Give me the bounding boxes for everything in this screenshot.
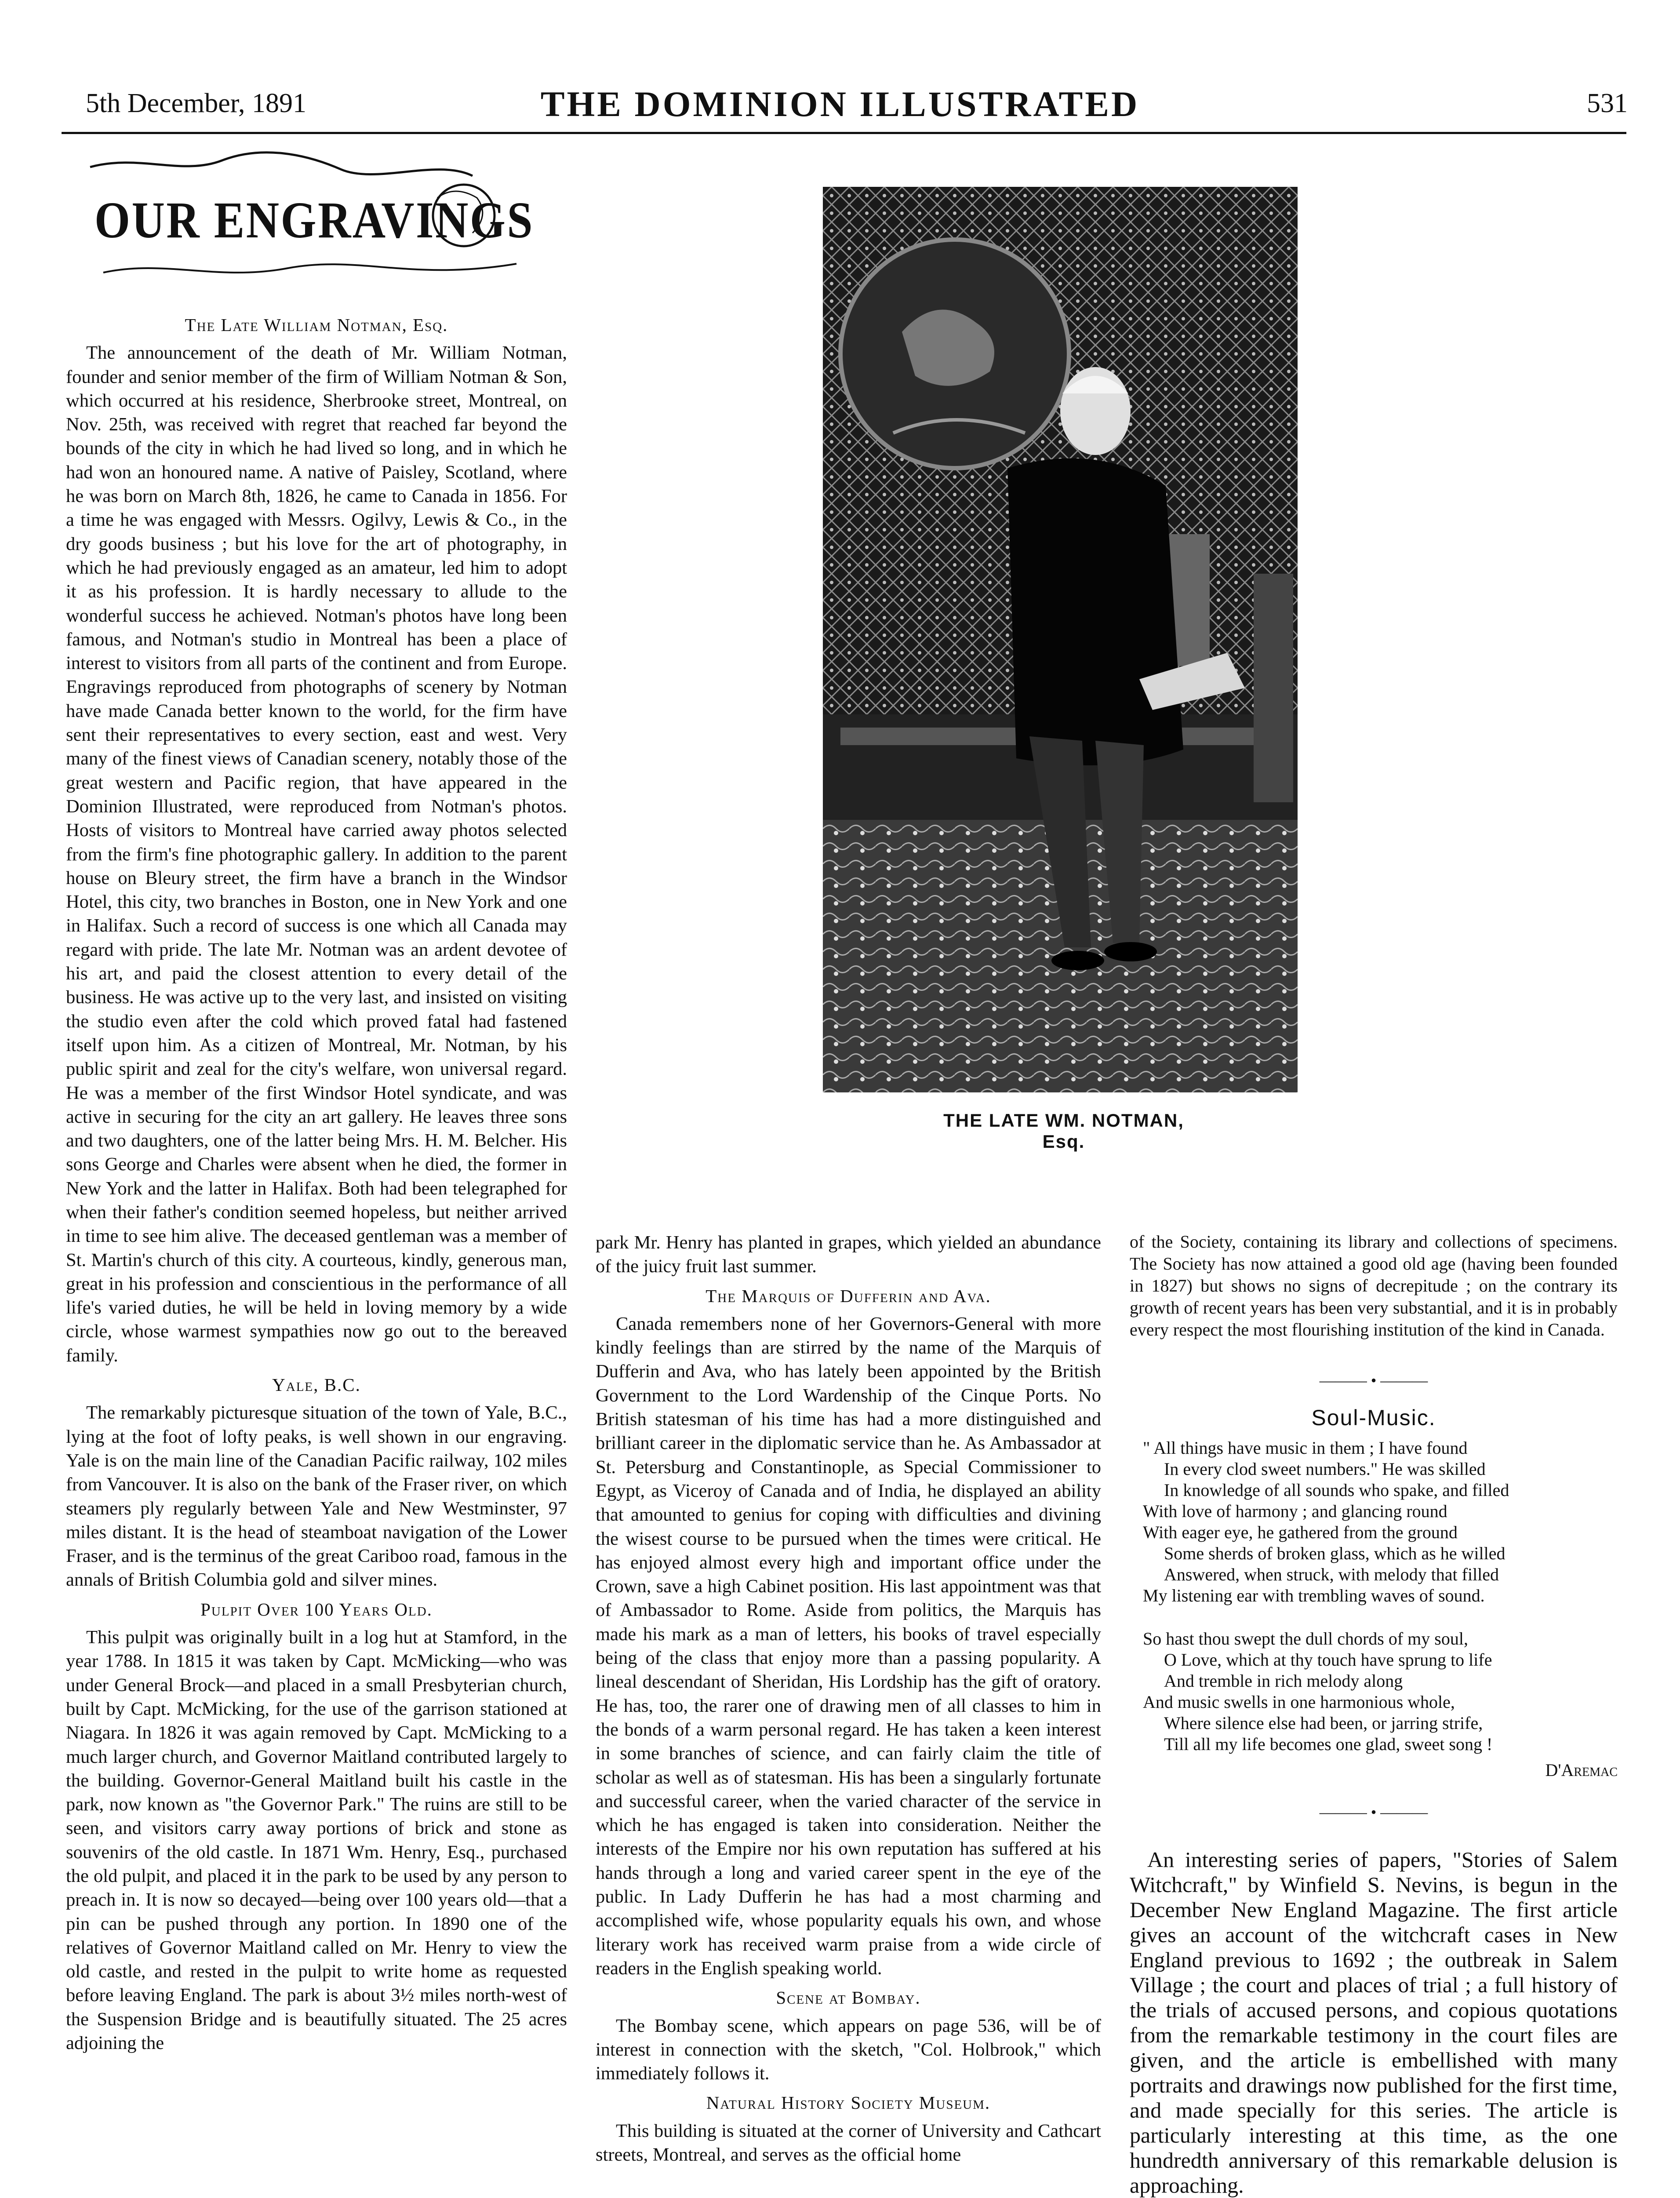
article-notman: The announcement of the death of Mr. William Notman, founder and senior member of the firm of William Notman & Son, which occurred at his residence, Sherbrooke street, Montreal, on Nov. 25th, was received with regret that reached far beyond the bounds of the city in which he had lived so long, and in which he had won an honoured name. A native of Paisley, Scotland, where he was born on March 8th, 1826, he came to Canada in 1856. For a time he was engaged with Messrs. Ogilvy, Lewis & Co., in the dry goods business ; but his love for the art of photography, in which he had previously engaged as an amateur, led him to adopt it as his profession. It is hardly necessary to allude to the wonderful success he achieved. Notman's photos have long been famous, and Notman's studio in Montreal has been a place of interest to visitors from all parts of the continent and from Europe. Engravings reproduced from photographs of scenery by Notman have made Canada better known to the world, for the firm have sent their representatives to every section, east and west. Very many of the finest views of Canadian scenery, notably those of the great western and Pacific region, that have appeared in the Dominion Illustrated, were reproduced from Notman's photos. Hosts of visitors to Montreal have carried away photos selected from the firm's fine photographic gallery. In addition to the parent house on Bleury street, the firm have a branch in the Windsor Hotel, this city, two branches in Boston, one in New York and one in Halifax. Such a record of success is one which all Canada may regard with pride. The late Mr. Notman was an ardent devotee of his art, and paid the closest attention to every detail of the business. He was active up to the very last, and insisted on visiting the studio even after the cold which proved fatal had fastened itself upon him. As a citizen of Montreal, Mr. Notman, by his public spirit and zeal for the city's welfare, won universal regard. He was a member of the first Windsor Hotel syndicate, and was active in securing for the city an art gallery. He leaves three sons and two daughters, one of the latter being Mrs. H. M. Belcher. His sons George and Charles were absent when he died, the former in New York and the latter in Halifax. Both had been telegraphed for when their father's condition seemed hopeless, but neither arrived in time to see him alive. The deceased gentleman was a member of St. Martin's church of this city. A courteous, kindly, generous man, great in his profession and conscientious in the performance of all life's varied duties, he will be held in loving memory by a wide circle, whose warmest sympathies now go out to the bereaved family. — [66, 342, 567, 1366]
heading-dufferin: The Marquis of Dufferin and Ava. — [705, 1285, 991, 1306]
poem-stanza-1 — [1130, 1437, 1618, 1606]
article-dufferin: Canada remembers none of her Governors-General with more kindly feelings than are stirred by the name of the Marquis of Dufferin and Ava, who has lately been appointed by the British Government to the Lord Wardenship of the Cinque Ports. No British statesman of his time has had a more distinguished and brilliant career in the diplomatic service than he. As Ambassador at St. Petersburg and Constantinople, as Special Commissioner to Egypt, as Viceroy of Canada and of India, he displayed an ability that amounted to genius for coping with difficulties and divining the wisest course to be pursued when the times were critical. He has enjoyed almost every high and important office under the Crown, save a high Cabinet position. His last appointment was that of Ambassador to Rome. Aside from politics, the Marquis has made his mark as a man of letters, his books of travel especially being of the class that enjoy more than a passing popularity. A lineal descendant of Sheridan, His Lordship has the gift of oratory. He has, too, the rarer one of drawing men of all classes to him in the bonds of a warm personal regard. He has taken a keen interest in some branches of science, and can fairly claim the title of scholar as well as of statesman. His has been a singularly fortunate and successful career, when the varied character of the service in which he has engaged is taken into consideration. Neither the interests of the Empire nor his own reputation has suffered at his hands through a long and varied career spent in the eye of the public. In Lady Dufferin he has had a most charming and accomplished wife, whose popularity equals his own, and whose literary work has received warm praise from a wide circle of readers in the English speaking world. — [596, 1313, 1101, 1979]
poem-signature: D'Aremac — [1545, 1760, 1618, 1780]
article-yale: The remarkably picturesque situation of the town of Yale, B.C., lying at the foot of lofty peaks, is well shown in our engraving. Yale is on the main line of the Canadian Pacific railway, 102 miles from Vancouver. It is also on the bank of the Fraser river, on which steamers ply regularly between Yale and New Westminster, 97 miles distant. It is the head of steamboat navigation of the Lower Fraser, and is the terminus of the great Cariboo road, famous in the annals of British Columbia gold and silver mines. — [66, 1402, 567, 1590]
article-bombay: The Bombay scene, which appears on page 536, will be of interest in connection with the sketch, "Col. Holbrook," which immediately follows it. — [596, 2015, 1101, 2084]
our-engravings-banner — [77, 149, 552, 295]
notman-portrait-photo — [823, 187, 1298, 1092]
heading-notman: The Late William Notman, Esq. — [185, 315, 448, 335]
section-divider: ——— • ——— — [1319, 1372, 1428, 1389]
issue-date: 5th December, 1891 — [86, 88, 306, 118]
article-museum-continued: of the Society, containing its library and collections of specimens. The Society has now attained a good old age (having been founded in 1827) but shows no signs of decrepitude ; on the contrary its growth of recent years has been very substantial, and it is in probably every respect the most flourishing institution of the kind in Canada. — [1130, 1232, 1618, 1339]
poem-line: Till all my life becomes one glad, sweet song ! — [1164, 1734, 1493, 1754]
poem-line: O Love, which at thy touch have sprung to life — [1164, 1650, 1492, 1670]
heading-yale: Yale, B.C. — [272, 1375, 361, 1395]
masthead-title: THE DOMINION ILLUSTRATED — [540, 84, 1140, 124]
banner-text: OUR ENGRAVINGS — [95, 191, 534, 249]
article-pulpit-continued: park Mr. Henry has planted in grapes, which yielded an abundance of the juicy fruit last summer. — [596, 1232, 1101, 1277]
poem-line: So hast thou swept the dull chords of my soul, — [1143, 1629, 1468, 1648]
poem-line: With love of harmony ; and glancing round — [1143, 1501, 1447, 1521]
section-divider: ——— • ——— — [1319, 1803, 1428, 1821]
column-3 — [1130, 1231, 1618, 2198]
heading-museum: Natural History Society Museum. — [706, 2092, 991, 2113]
article-salem-witchcraft: An interesting series of papers, "Stories of Salem Witchcraft," by Winfield S. Nevins, is begun in the December New England Magazine. The first article gives an account of the witchcraft cases in New England previous to 1692 ; the outbreak in Salem Village ; the court and places of trial ; a full history of the trials of accused persons, and copious quotations from the remarkable testimony in the court files are given, and the article is embellished with many portraits and drawings now published for the first time, and made specially for this series. The article is particularly interesting at this time, as the one hundredth anniversary of this remarkable delusion is approaching. — [1130, 1847, 1618, 2198]
column-2 — [596, 1231, 1101, 2167]
poem-title: Soul-Music. — [1311, 1405, 1436, 1430]
poem-stanza-2 — [1130, 1628, 1618, 1755]
poem-line: And music swells in one harmonious whole, — [1143, 1692, 1455, 1712]
poem-line: Where silence else had been, or jarring strife, — [1164, 1713, 1483, 1733]
page-number: 531 — [1587, 88, 1628, 118]
heading-bombay: Scene at Bombay. — [776, 1987, 921, 2008]
poem-line: " All things have music in them ; I have found — [1143, 1438, 1468, 1458]
poem-line: In knowledge of all sounds who spake, and filled — [1164, 1480, 1509, 1500]
poem-line: Some sherds of broken glass, which as he willed — [1164, 1543, 1505, 1563]
column-1 — [66, 308, 567, 2055]
photo-caption: THE LATE WM. NOTMAN, Esq. — [943, 1110, 1184, 1152]
poem-line: With eager eye, he gathered from the ground — [1143, 1522, 1458, 1542]
header-rule — [62, 132, 1626, 134]
poem-line: My listening ear with trembling waves of sound. — [1143, 1586, 1485, 1605]
poem-line: In every clod sweet numbers." He was skilled — [1164, 1459, 1486, 1479]
heading-pulpit: Pulpit Over 100 Years Old. — [200, 1599, 433, 1619]
poem-line: Answered, when struck, with melody that filled — [1164, 1565, 1499, 1584]
poem-line: And tremble in rich melody along — [1164, 1671, 1403, 1691]
article-museum: This building is situated at the corner of University and Cathcart streets, Montreal, and serves as the official home — [596, 2120, 1101, 2165]
article-pulpit: This pulpit was originally built in a log hut at Stamford, in the year 1788. In 1815 it was taken by Capt. McMicking—who was under General Brock—and placed in a small Presbyterian church, built by Capt. McMicking, for the use of the garrison stationed at Niagara. In 1826 it was again removed by Capt. McMicking to a much larger church, and Governor Maitland contributed largely to the building. Governor-General Maitland built his castle in the park, now known as "the Governor Park." The ruins are still to be seen, and visitors carry away portions of brick and stone as souvenirs of the old castle. In 1871 Wm. Henry, Esq., purchased the old pulpit, and placed it in the park to be used by any person to preach in. It is now so decayed—being over 100 years old—that a pin can be pushed through any portion. In 1890 one of the relatives of Governor Maitland called on Mr. Henry to view the old castle, and rested in the pulpit to write home as requested before leaving England. The park is about 3½ miles north-west of the Suspension Bridge and is beautifully situated. The 25 acres adjoining the — [66, 1627, 567, 2054]
